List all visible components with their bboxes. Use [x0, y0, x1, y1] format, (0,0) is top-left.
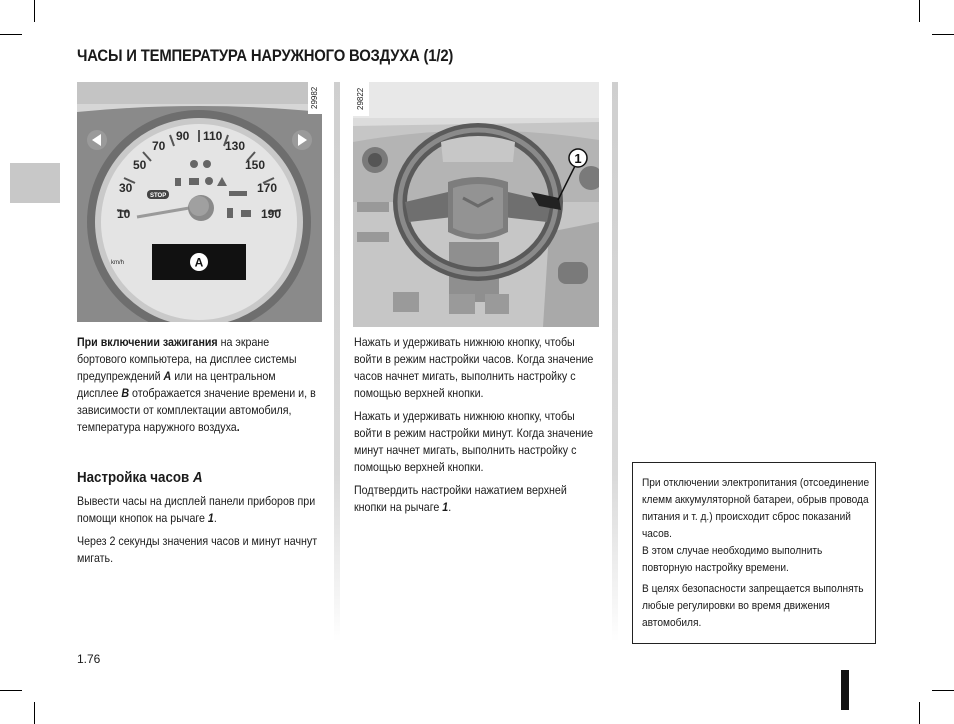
- callout-number: 1: [574, 151, 582, 166]
- speed-label: 70: [152, 139, 166, 153]
- step-paragraph: Через 2 секунды значения часов и минут начнут мигать.: [77, 535, 318, 565]
- section-tab: [10, 163, 60, 203]
- column-1-intro: [77, 334, 320, 442]
- crop-mark: [919, 0, 920, 22]
- speed-label: 150: [245, 158, 266, 172]
- figure-steering-wheel: [353, 82, 599, 327]
- crop-mark: [34, 0, 35, 22]
- display-letter: A: [194, 255, 204, 270]
- column-2-steps: [354, 334, 597, 522]
- crop-mark: [0, 690, 22, 691]
- column-separator: [334, 82, 340, 642]
- crop-mark: [919, 702, 920, 724]
- crop-mark: [0, 34, 22, 35]
- speed-label: 30: [119, 181, 133, 195]
- page-title: ЧАСЫ И ТЕМПЕРАТУРА НАРУЖНОГО ВОЗДУХА (1/2): [77, 47, 454, 65]
- steering-wheel-illustration: [353, 82, 599, 327]
- column-1-steps: [77, 493, 320, 573]
- section-heading: Настройка часов A: [77, 470, 203, 486]
- stop-warning-label: STOP: [150, 193, 167, 199]
- instrument-cluster-illustration: [77, 82, 322, 322]
- step-paragraph: Нажать и удерживать нижнюю кнопку, чтобы войти в режим настройки часов. Когда значение часов начнет мигать, выполнить настройку с помощью верхней кнопки.: [354, 336, 594, 400]
- speed-label: 50: [133, 158, 147, 172]
- edge-marker: [841, 670, 849, 710]
- speed-label: 130: [225, 139, 246, 153]
- intro-paragraph: При включении зажигания на экране бортового компьютера, на дисплее системы предупреждений A или на центральном дисплее B отображается значение времени и, в зависимости от комплектации автомобиля, температура наружного воздуха.: [77, 336, 316, 434]
- speed-label: 190: [261, 207, 282, 221]
- crop-mark: [932, 690, 954, 691]
- warning-note-box: [632, 462, 876, 644]
- column-separator: [612, 82, 618, 642]
- page-number: 1.76: [77, 652, 101, 666]
- note-paragraph: При отключении электропитания (отсоединение клемм аккумуляторной батареи, обрыв провода питания и т. д.) происходит сброс показаний часов. В этом случае необходимо выполнить повторную настройку времени.: [642, 477, 870, 574]
- figure-id: 29982: [308, 82, 322, 114]
- step-paragraph: Подтвердить настройки нажатием верхней кнопки на рычаге 1.: [354, 484, 567, 514]
- speed-label: 90: [176, 129, 190, 143]
- speed-label: 10: [117, 207, 131, 221]
- crop-mark: [932, 34, 954, 35]
- speed-label: 170: [257, 181, 278, 195]
- speed-label: 110: [203, 129, 223, 143]
- figure-id: 29822: [353, 82, 369, 116]
- note-paragraph: В целях безопасности запрещается выполнять любые регулировки во время движения автомобиля.: [642, 583, 864, 629]
- step-paragraph: Нажать и удерживать нижнюю кнопку, чтобы войти в режим настройки минут. Когда значение минут начнет мигать, выполнить настройку с помощью верхней кнопки.: [354, 410, 594, 474]
- figure-instrument-cluster: [77, 82, 322, 322]
- crop-mark: [34, 702, 35, 724]
- step-paragraph: Вывести часы на дисплей панели приборов при помощи кнопок на рычаге 1.: [77, 495, 316, 525]
- speed-unit: km/h: [111, 260, 125, 266]
